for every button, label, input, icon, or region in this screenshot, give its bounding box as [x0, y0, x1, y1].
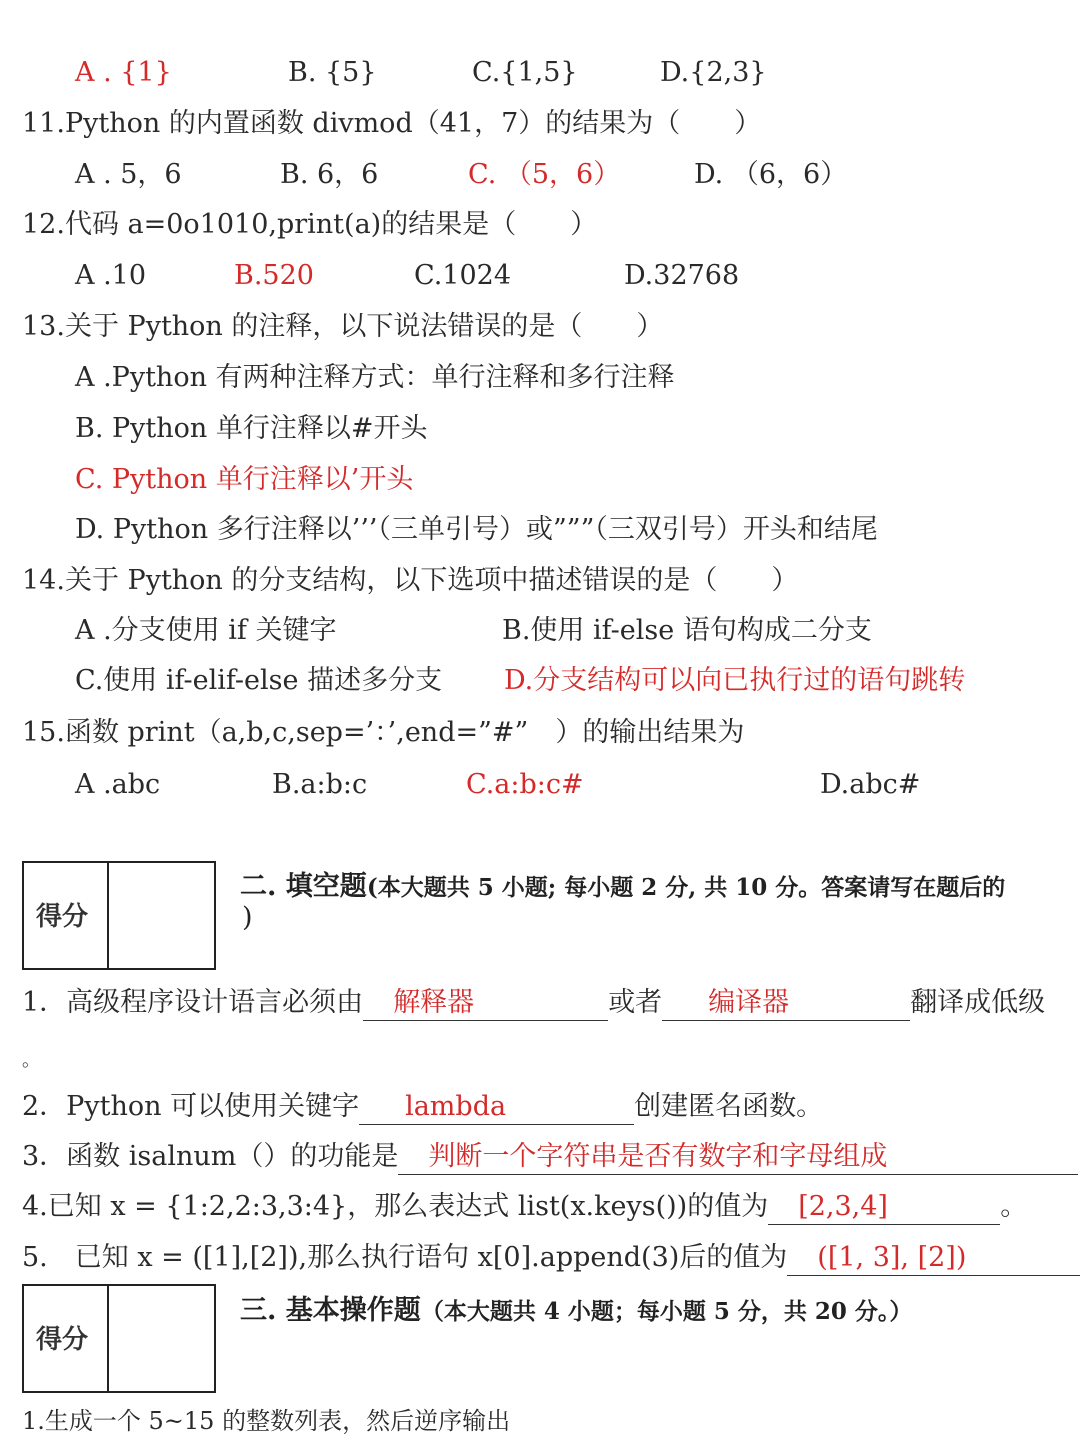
q11-option-d: D. （6，6）: [694, 159, 848, 190]
fill-q1-blank2: [662, 986, 910, 1021]
q15-option-c: C.a:b:c#: [466, 769, 584, 800]
score-label: 得分: [36, 902, 89, 932]
q14-option-c: C.使用 if-elif-else 描述多分支: [75, 665, 443, 696]
q13-option-d: D. Python 多行注释以’’’（三单引号）或”””（三双引号）开头和结尾: [75, 514, 878, 545]
fill-q4-post: 。: [1000, 1191, 1028, 1222]
q12-stem: 12.代码 a=0o1010,print(a)的结果是（ ）: [22, 209, 598, 240]
score-box-section2: [22, 861, 216, 970]
op-q1: 1.生成一个 5~15 的整数列表，然后逆序输出: [22, 1407, 511, 1435]
fill-q1-text: 1．高级程序设计语言必须由: [22, 987, 364, 1018]
section3-description: （本大题共 4 小题；每小题 5 分，共 20 分。）: [420, 1298, 913, 1325]
section3-title: [240, 1288, 912, 1327]
fill-q4: [22, 1190, 1027, 1225]
fill-q2: [22, 1090, 823, 1125]
fill-q4-blank: [768, 1190, 1000, 1225]
q12-option-b: B.520: [234, 260, 314, 291]
q12-option-a: A .10: [75, 260, 147, 291]
fill-q5: [22, 1241, 1080, 1276]
fill-q3-answer: 判断一个字符串是否有数字和字母组成: [428, 1141, 888, 1172]
q14-option-d: D.分支结构可以向已执行过的语句跳转: [504, 665, 966, 696]
q14-stem: 14.关于 Python 的分支结构，以下选项中描述错误的是（ ）: [22, 565, 799, 596]
q14-option-b: B.使用 if-else 语句构成二分支: [502, 615, 872, 646]
q11-option-b: B. 6，6: [280, 159, 379, 190]
fill-q1-continuation: 。: [22, 1050, 40, 1071]
q14-option-a: A .分支使用 if 关键字: [75, 615, 337, 646]
fill-q2-blank: [359, 1090, 634, 1125]
q13-option-a: A .Python 有两种注释方式：单行注释和多行注释: [75, 362, 675, 393]
fill-q4-answer: [2,3,4]: [798, 1191, 888, 1222]
fill-q2-post: 创建匿名函数。: [634, 1091, 824, 1122]
fill-q5-answer: ([1, 3], [2]): [817, 1242, 967, 1273]
q10-option-a: A . {1}: [75, 57, 172, 88]
fill-q3-text: 3．函数 isalnum（）的功能是: [22, 1141, 399, 1172]
q10-option-b: B. {5}: [288, 57, 377, 88]
fill-q1-answer2: 编译器: [708, 987, 790, 1018]
q10-option-c: C.{1,5}: [472, 57, 578, 88]
score-label: 得分: [36, 1325, 89, 1355]
q15-option-d: D.abc#: [820, 769, 921, 800]
q11-stem: 11.Python 的内置函数 divmod（41，7）的结果为（ ）: [22, 108, 762, 139]
q11-option-a: A . 5，6: [75, 159, 182, 190]
fill-q1-mid: 或者: [608, 987, 663, 1018]
q12-option-d: D.32768: [624, 260, 740, 291]
q15-option-a: A .abc: [75, 769, 161, 800]
fill-q2-text: 2．Python 可以使用关键字: [22, 1091, 360, 1122]
section2-close-paren: ): [242, 902, 253, 933]
fill-q1-answer1: 解释器: [393, 987, 475, 1018]
fill-q5-text: 5. 已知 x = ([1],[2]),那么执行语句 x[0].append(3)后的值为: [22, 1242, 788, 1273]
q13-stem: 13.关于 Python 的注释，以下说法错误的是（ ）: [22, 311, 664, 342]
section2-title: [240, 864, 1005, 903]
q13-option-b: B. Python 单行注释以#开头: [75, 413, 428, 444]
section2-title-text: 二. 填空题: [240, 871, 367, 902]
score-box-section3: [22, 1284, 216, 1393]
fill-q1: [22, 986, 1045, 1021]
section2-description: (本大题共 5 小题; 每小题 2 分, 共 10 分。答案请写在题后的: [366, 874, 1006, 901]
fill-q1-post: 翻译成低级: [910, 987, 1046, 1018]
fill-q3: [22, 1140, 1078, 1175]
fill-q4-text: 4.已知 x = {1:2,2:3,3:4}，那么表达式 list(x.keys())的值为: [22, 1191, 769, 1222]
section3-title-text: 三. 基本操作题: [240, 1295, 421, 1326]
q15-option-b: B.a:b:c: [272, 769, 368, 800]
fill-q2-answer: lambda: [405, 1091, 507, 1122]
fill-q3-blank: [398, 1140, 1078, 1175]
q12-option-c: C.1024: [414, 260, 511, 291]
fill-q1-blank1: [363, 986, 608, 1021]
q11-option-c: C. （5，6）: [468, 159, 621, 190]
q15-stem: 15.函数 print（a,b,c,sep=’：’,end=”#” ）的输出结果为: [22, 717, 745, 748]
q10-option-d: D.{2,3}: [660, 57, 767, 88]
fill-q5-blank: [787, 1241, 1080, 1276]
q13-option-c: C. Python 单行注释以’开头: [75, 464, 414, 495]
